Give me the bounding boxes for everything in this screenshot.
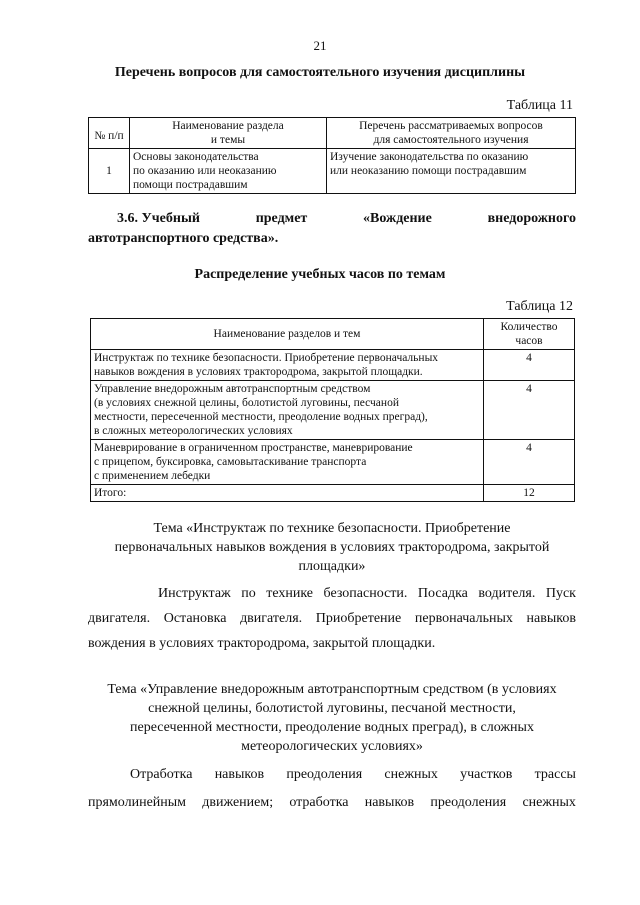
word: преодоления xyxy=(430,795,507,810)
section-36-heading-line1 xyxy=(117,211,576,227)
paragraph-line xyxy=(88,581,576,606)
cell-number: 1 xyxy=(89,149,130,194)
header-questions: Перечень рассматриваемых вопросов для самостоятельного изучения xyxy=(327,118,576,149)
table-row xyxy=(89,149,576,194)
word: по xyxy=(241,586,256,601)
table-header-row xyxy=(89,118,576,149)
word: движением; xyxy=(202,795,274,810)
distribution-title: Распределение учебных часов по темам xyxy=(194,267,446,282)
page-number: 21 xyxy=(313,38,327,53)
header-number: № п/п xyxy=(89,118,130,149)
heading-word: внедорожного xyxy=(487,211,576,226)
header-hours: Количество часов xyxy=(484,319,575,350)
topic-2-heading: Тема «Управление внедорожным автотранспортным средством (в условиях снежной целины, болотистой луговины, песчаной местности, пересеченной местности, преодоление водных преград), в сложных метеорологических условиях» xyxy=(107,682,557,754)
table-total-row xyxy=(91,485,575,502)
word: участков xyxy=(460,767,513,782)
word: навыков xyxy=(364,795,415,810)
word: Остановка xyxy=(163,611,227,626)
cell-section-name: Основы законодательства по оказанию или неоказанию помощи пострадавшим xyxy=(130,149,327,194)
word: водителя. xyxy=(478,586,536,601)
cell-questions: Изучение законодательства по оказанию или неоказанию помощи пострадавшим xyxy=(327,149,576,194)
word: первоначальных xyxy=(414,611,513,626)
paragraph-line: вождения в условиях трактородрома, закрытой площадки. xyxy=(88,636,436,651)
table-row xyxy=(91,350,575,381)
word: безопасности. xyxy=(323,586,408,601)
word: Инструктаж xyxy=(158,586,231,601)
cell-hours: 4 xyxy=(484,350,575,381)
paragraph-line xyxy=(88,762,576,787)
word: двигателя. xyxy=(88,611,151,626)
word: преодоления xyxy=(286,767,363,782)
word: трассы xyxy=(534,767,576,782)
heading-word: «Вождение xyxy=(363,211,432,226)
paragraph-1 xyxy=(88,581,576,656)
header-section-name: Наименование раздела и темы xyxy=(130,118,327,149)
table-11 xyxy=(88,117,576,194)
cell-topic: Управление внедорожным автотранспортным средством (в условиях снежной целины, болотистой луговины, песчаной местности, пересеченной местности, преодоление водных преград), в сложных метеорологических условиях xyxy=(91,381,484,440)
word: снежных xyxy=(522,795,576,810)
word: Отработка xyxy=(130,767,193,782)
heading-word: предмет xyxy=(255,211,308,226)
topic-1-heading: Тема «Инструктаж по технике безопасности. Приобретение первоначальных навыков вождения в условиях трактородрома, закрытой площадки» xyxy=(114,521,550,574)
word: Посадка xyxy=(417,586,468,601)
word: двигателя. xyxy=(240,611,303,626)
table-header-row xyxy=(91,319,575,350)
word: прямолинейным xyxy=(88,795,187,810)
cell-hours: 4 xyxy=(484,440,575,485)
word: снежных xyxy=(384,767,438,782)
table-row xyxy=(91,381,575,440)
cell-total-hours: 12 xyxy=(484,485,575,502)
cell-topic: Инструктаж по технике безопасности. Приобретение первоначальных навыков вождения в условиях трактородрома, закрытой площадки. xyxy=(91,350,484,381)
cell-total-label: Итого: xyxy=(91,485,484,502)
table-12 xyxy=(90,318,575,502)
heading-word: 3.6. Учебный xyxy=(117,211,200,226)
word: отработка xyxy=(289,795,349,810)
header-topics: Наименование разделов и тем xyxy=(91,319,484,350)
table-row xyxy=(91,440,575,485)
word: навыков xyxy=(214,767,265,782)
paragraph-2 xyxy=(88,762,576,815)
word: Приобретение xyxy=(315,611,402,626)
word: технике xyxy=(266,586,314,601)
table-11-label: Таблица 11 xyxy=(506,98,573,113)
section-36-heading-line2: автотранспортного средства». xyxy=(88,231,279,246)
table-12-label: Таблица 12 xyxy=(506,299,573,314)
cell-topic: Маневрирование в ограниченном пространстве, маневрирование с прицепом, буксировка, самовытаскивание транспорта с применением лебедки xyxy=(91,440,484,485)
paragraph-line xyxy=(88,790,576,815)
section-title-self-study: Перечень вопросов для самостоятельного изучения дисциплины xyxy=(114,65,526,80)
cell-hours: 4 xyxy=(484,381,575,440)
word: Пуск xyxy=(545,586,576,601)
word: навыков xyxy=(526,611,576,626)
paragraph-line xyxy=(88,606,576,631)
